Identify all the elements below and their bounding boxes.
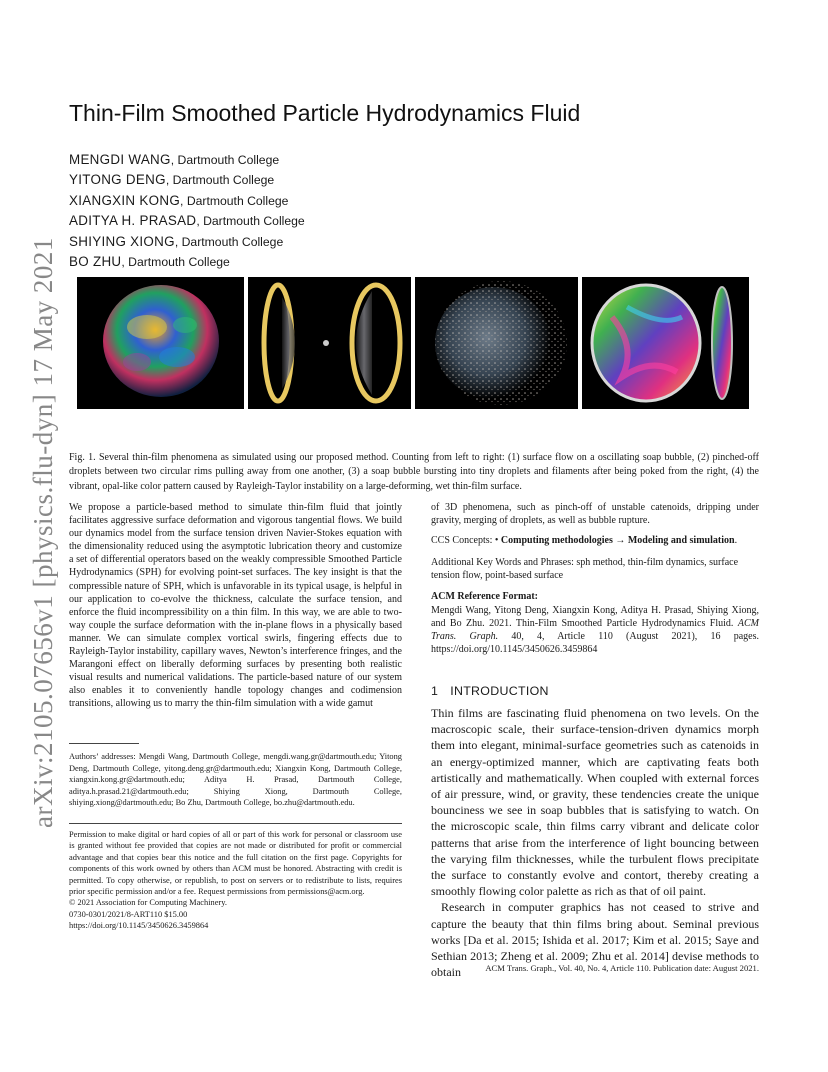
figure-panel-bubble	[77, 277, 244, 409]
page-footer: ACM Trans. Graph., Vol. 40, No. 4, Article 110. Publication date: August 2021.	[485, 963, 759, 973]
ccs-prefix: CCS Concepts: •	[431, 535, 501, 547]
permission-notice: Permission to make digital or hard copies of all or part of this work for personal or classroom use is granted without fee provided that copies are not made or distributed for profit or commercial advantage and that copies bear this notice and the full citation on the first page. Copyrights for components of this work owned by others than ACM must be honored. Abstracting with credit is permitted. To copy otherwise, or republish, to post on servers or to redistribute to lists, requires prior specific permission and/or a fee. Request permissions from permissions@acm.org.	[69, 830, 402, 897]
intro-paragraph: Thin films are fascinating fluid phenomena on two levels. On the macroscopic scale, their surface-tension-driven dynamics morph them into elegant, minimal-surface geometries such as catenoids in an energy-optimized manner, which are captivating feats both artistically and mathematically. When coupled with external forces of air pressure, wind, or gravity, these tendencies create the unique bounciness we see in soap bubbles that is satisfying to watch. On the microscopic scale, thin films carry vibrant and delicate color patterns that arise from the interference of light bouncing between the varying film thicknesses, while the turbulent flows precipitate the surface to constantly evolve and contort, thereby creating a smoothly flowing color palette as rich as that of oil paint.	[431, 706, 759, 899]
figure-panel-rims	[248, 277, 411, 409]
author-affiliation: , Dartmouth College	[174, 234, 284, 249]
author-name: BO ZHU	[69, 254, 122, 270]
section-heading-introduction	[431, 684, 549, 698]
author-affiliation: , Dartmouth College	[165, 173, 275, 188]
author-entry	[69, 211, 305, 231]
author-name: XIANGXIN KONG	[69, 192, 181, 208]
acm-reference-heading	[431, 590, 759, 603]
author-entry	[69, 150, 305, 170]
author-entry	[69, 170, 305, 190]
author-name: ADITYA H. PRASAD	[69, 213, 197, 229]
circular-rims-image	[248, 277, 411, 409]
figure-panel-opal	[582, 277, 749, 409]
author-name: YITONG DENG	[69, 172, 166, 188]
abstract: We propose a particle-based method to simulate thin-film fluid that jointly facilitates aggressive surface deformation and vigorous tangential flows. We build our dynamics model from the surface tension driven Navier-Stokes equation with the dimensionality reduced using the asymptotic lubrication theory and customize a set of differential operators based on the weakly compressible Smoothed Particle Hydrodynamics (SPH) for evolving point-set surfaces. The key insight is that the compressible nature of SPH, which is unfavorable in its typical usage, is helpful in our application to co-evolve the thickness, calculate the surface tension, and enforce the fluid incompressibility on a thin film. In this way, we are able to two-way couple the surface deformation with the in-plane flows in a physically based manner. We can simulate complex vortical swirls, fingering effects due to Rayleigh-Taylor instability, capillary waves, Newton’s interference fringes, and the Marangoni effect on liberally deforming surfaces by presenting both realistic visual results and numerical validations. The particle-based nature of our system also enables it to conveniently handle topology changes and codimension transitions, allowing us to marry the thin-film simulation with a wide gamut	[69, 502, 402, 710]
author-affiliation: , Dartmouth College	[121, 255, 230, 270]
acm-reference-label: ACM Reference Format:	[431, 591, 538, 603]
opal-pattern-image	[582, 277, 749, 409]
author-entry	[69, 252, 305, 272]
copyright-line: © 2021 Association for Computing Machinery.	[69, 898, 227, 908]
permission-block	[69, 829, 402, 932]
arxiv-stamp: arXiv:2105.07656v1 [physics.flu-dyn] 17 May 2021	[28, 237, 58, 828]
section-title: INTRODUCTION	[450, 684, 549, 698]
author-entry	[69, 232, 305, 252]
author-affiliation: , Dartmouth College	[196, 214, 305, 229]
section-number: 1	[431, 684, 439, 698]
oscillating-bubble-image	[77, 277, 244, 409]
issn-line: 0730-0301/2021/8-ART110 $15.00	[69, 909, 188, 919]
keywords: Additional Key Words and Phrases: sph method, thin-film dynamics, surface tension flow, point-based surface	[431, 557, 739, 582]
permission-rule	[69, 823, 402, 824]
introduction-body	[431, 705, 759, 980]
authors-addresses: Authors’ addresses: Mengdi Wang, Dartmouth College, mengdi.wang.gr@dartmouth.edu; Yitong Deng, Dartmouth College, yitong.deng.gr@dartmouth.edu; Xiangxin Kong, Dartmouth College, xiangxin.kong.gr@dartmouth.edu; Aditya H. Prasad, Dartmouth College, aditya.h.prasad.21@dartmouth.edu; Shiying Xiong, Dartmouth College, shiying.xiong@dartmouth.edu; Bo Zhu, Dartmouth College, bo.zhu@dartmouth.edu.	[69, 752, 402, 807]
figure-caption: Fig. 1. Several thin-film phenomena as simulated using our proposed method. Counting from left to right: (1) surface flow on a oscillating soap bubble, (2) pinched-off droplets between two circular rims pulling away from one another, (3) a soap bubble bursting into tiny droplets and filaments after being poked from the right, (4) the vibrant, opal-like color pattern caused by Rayleigh-Taylor instability on a large-deforming, wet thin-film surface.	[69, 452, 759, 492]
ccs-concept-term: Computing methodologies → Modeling and simulation	[500, 535, 735, 547]
author-entry	[69, 191, 305, 211]
figure-panel-bursting	[415, 277, 578, 409]
arxiv-stamp-container	[28, 237, 68, 828]
author-list	[69, 150, 305, 272]
abstract-continuation: of 3D phenomena, such as pinch-off of unstable catenoids, dripping under gravity, merging of droplets, as well as bubble rupture.	[431, 502, 759, 527]
acm-ref-details: 40, 4, Article 110 (August 2021), 16 pages. https://doi.org/10.1145/3450626.3459864	[431, 630, 759, 655]
teaser-figure	[77, 277, 749, 409]
intro-paragraph: Research in computer graphics has not ceased to strive and capture the beauty that thin films bring about. Seminal previous works [Da et al. 2015; Ishida et al. 2017; Kim et al. 2015; Saye and Sethian 2013; Zheng et al. 2009; Zhu et al. 2014] devise methods to obtain	[431, 900, 759, 980]
author-name: SHIYING XIONG	[69, 233, 175, 249]
author-affiliation: , Dartmouth College	[180, 193, 289, 208]
author-name: MENGDI WANG	[69, 152, 171, 167]
paper-title: Thin-Film Smoothed Particle Hydrodynamics Fluid	[69, 100, 581, 126]
acm-ref-journal: ACM Trans. Graph.	[431, 617, 759, 642]
ccs-concepts	[431, 534, 759, 547]
acm-ref-authors: Mengdi Wang, Yitong Deng, Xiangxin Kong, Aditya H. Prasad, Shiying Xiong, and Bo Zhu. 2021. Thin-Film Smoothed Particle Hydrodynamics Fluid.	[431, 604, 759, 629]
author-affiliation: , Dartmouth College	[170, 153, 280, 167]
bursting-bubble-image	[415, 277, 578, 409]
right-column-front	[431, 501, 759, 656]
doi-link[interactable]: https://doi.org/10.1145/3450626.3459864	[69, 921, 209, 931]
ccs-end: .	[734, 535, 738, 547]
acm-reference	[431, 604, 759, 656]
footnote-rule	[69, 743, 139, 744]
